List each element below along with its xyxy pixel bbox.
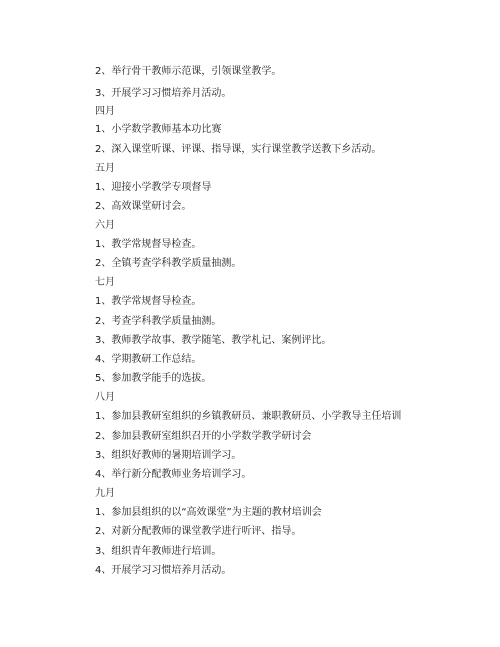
month-heading: 五月 bbox=[95, 163, 115, 174]
text-line: 1、参加县教研室组织的乡镇教研员、兼职教研员、小学教导主任培训 bbox=[95, 411, 402, 422]
text-line: 3、组织好教师的暑期培训学习。 bbox=[95, 450, 242, 461]
text-line: 4、开展学习习惯培养月活动。 bbox=[95, 565, 232, 576]
text-line: 1、参加县组织的以“高效课堂”为主题的教材培训会 bbox=[95, 507, 322, 518]
text-line: 1、迎接小学教学专项督导 bbox=[95, 182, 212, 193]
text-line: 2、深入课堂听课、评课、指导课，实行课堂教学送教下乡活动。 bbox=[95, 144, 382, 155]
text-line: 2、高效课堂研讨会。 bbox=[95, 201, 192, 212]
text-line: 3、组织青年教师进行培训。 bbox=[95, 546, 222, 557]
month-heading: 八月 bbox=[95, 392, 115, 403]
month-heading: 四月 bbox=[95, 106, 115, 117]
text-line: 4、举行新分配教师业务培训学习。 bbox=[95, 469, 252, 480]
month-heading: 七月 bbox=[95, 277, 115, 288]
text-line: 3、教师教学故事、教学随笔、教学札记、案例评比。 bbox=[95, 335, 332, 346]
text-line: 5、参加教学能手的选拔。 bbox=[95, 373, 212, 384]
text-line: 2、全镇考查学科教学质量抽测。 bbox=[95, 258, 242, 269]
text-line: 4、学期教研工作总结。 bbox=[95, 354, 202, 365]
text-line: 1、小学数学教师基本功比赛 bbox=[95, 124, 222, 135]
text-line: 1、教学常规督导检查。 bbox=[95, 239, 202, 250]
text-line: 3、开展学习习惯培养月活动。 bbox=[95, 88, 232, 99]
text-line: 2、参加县教研室组织召开的小学数学教学研讨会 bbox=[95, 431, 312, 442]
month-heading: 六月 bbox=[95, 220, 115, 231]
text-line: 2、对新分配教师的课堂教学进行听评、指导。 bbox=[95, 526, 302, 537]
text-line: 2、考查学科教学质量抽测。 bbox=[95, 316, 222, 327]
text-line: 1、教学常规督导检查。 bbox=[95, 296, 202, 307]
month-heading: 九月 bbox=[95, 488, 115, 499]
text-line: 2、举行骨干教师示范课，引领课堂教学。 bbox=[95, 66, 282, 77]
